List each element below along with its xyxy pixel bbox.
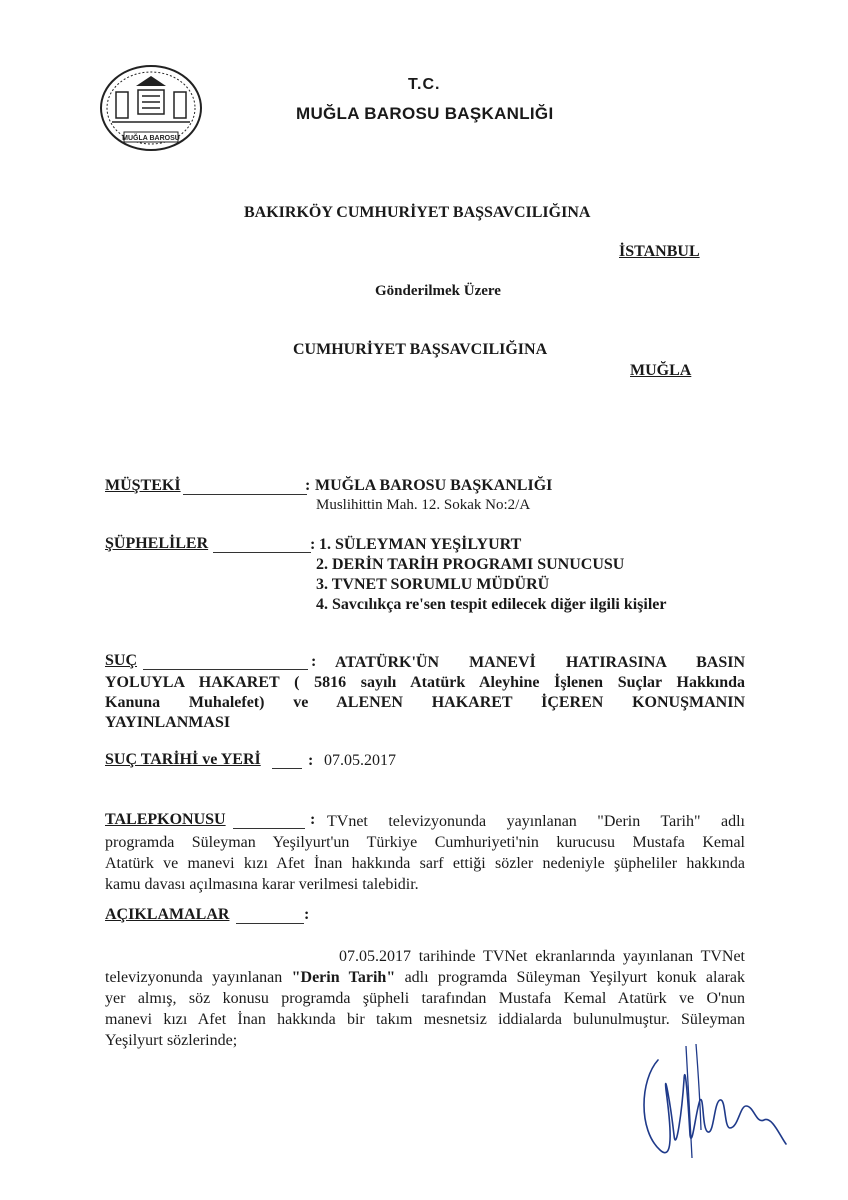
aciklamalar-line-2a: televizyonunda yayınlanan [105,969,292,986]
suc-line-2: YOLUYLA HAKARET ( 5816 sayılı Atatürk Aleyhine İşlenen Suçlar Hakkında [105,674,745,691]
talep-body [105,811,745,895]
suc-description [105,653,745,733]
suspect-item: 1. SÜLEYMAN YEŞİLYURT [319,536,522,553]
talep-line-2: programda Süleyman Yeşilyurt'un Türkiye Cumhuriyeti'nin kurucusu Mustafa Kemal [105,834,745,851]
suc-label: SUÇ [105,652,138,669]
talep-line-1: TVnet televizyonunda yayınlanan "Derin Tarih" adlı [327,813,745,830]
musteki-colon: : [305,477,311,494]
aciklamalar-line-4: manevi kızı Afet İnan hakkında bir takım mesnetsiz iddialarda bulunulmuştur. Süleyman [105,1011,745,1028]
aciklamalar-line-2c: adlı programda Süleyman Yeşilyurt konuk alarak [395,969,746,986]
aciklamalar-line-3: yer almış, söz konusu programda şüpheli tarafından Mustafa Kemal Atatürk ve O'nun [105,990,745,1007]
forwarding-note: Gönderilmek Üzere [375,283,501,299]
supheliler-label: ŞÜPHELİLER [105,535,209,552]
suc-tarihi-underline [272,768,302,769]
talep-colon: : [310,811,316,828]
aciklamalar-line-2 [105,967,745,988]
talep-line-4: kamu davası açılmasına karar verilmesi talebidir. [105,876,419,893]
addressee-city-2: MUĞLA [630,362,692,379]
handwritten-signature-icon [630,1040,790,1170]
bar-association-seal-icon [98,62,204,158]
talep-label: TALEPKONUSU [105,811,226,828]
suc-tarihi-value: 07.05.2017 [324,752,396,769]
musteki-underline [183,494,307,495]
addressee-office-1: BAKIRKÖY CUMHURİYET BAŞSAVCILIĞINA [244,204,591,221]
suc-line-4: YAYINLANMASI [105,714,231,731]
supheliler-underline [213,552,311,553]
program-name: "Derin Tarih" [291,969,396,986]
suspect-item: 4. Savcılıkça re'sen tespit edilecek diğer ilgili kişiler [316,596,667,613]
suspect-item: 3. TVNET SORUMLU MÜDÜRÜ [316,576,550,593]
header-tc: T.C. [408,76,441,93]
musteki-address: Muslihittin Mah. 12. Sokak No:2/A [316,497,531,513]
suc-colon: : [311,653,317,670]
aciklamalar-label: AÇIKLAMALAR [105,906,230,923]
supheliler-colon: : [310,536,316,553]
aciklamalar-body [105,946,745,1051]
suspect-item: 2. DERİN TARİH PROGRAMI SUNUCUSU [316,556,625,573]
addressee-office-2: CUMHURİYET BAŞSAVCILIĞINA [293,341,548,358]
addressee-city-1: İSTANBUL [619,243,700,260]
suc-tarihi-colon: : [308,752,314,769]
aciklamalar-underline [236,923,304,924]
suc-tarihi-label: SUÇ TARİHİ ve YERİ [105,751,261,768]
aciklamalar-line-1: 07.05.2017 tarihinde TVNet ekranlarında yayınlanan TVNet [339,948,745,965]
talep-line-3: Atatürk ve manevi kızı Afet İnan hakkında sarf ettiği sözler nedeniyle şüpheliler hakkında [105,855,745,872]
musteki-label: MÜŞTEKİ [105,477,181,494]
musteki-name: MUĞLA BAROSU BAŞKANLIĞI [315,477,553,494]
aciklamalar-line-5: Yeşilyurt sözlerinde; [105,1032,238,1049]
header-title: MUĞLA BAROSU BAŞKANLIĞI [296,104,554,123]
svg-text:MUĞLA BAROSU: MUĞLA BAROSU [122,135,180,142]
aciklamalar-colon: : [304,906,310,923]
suc-line-3: Kanuna Muhalefet) ve ALENEN HAKARET İÇEREN KONUŞMANIN [105,694,745,711]
suc-line-1: ATATÜRK'ÜN MANEVİ HATIRASINA BASIN [335,654,745,671]
